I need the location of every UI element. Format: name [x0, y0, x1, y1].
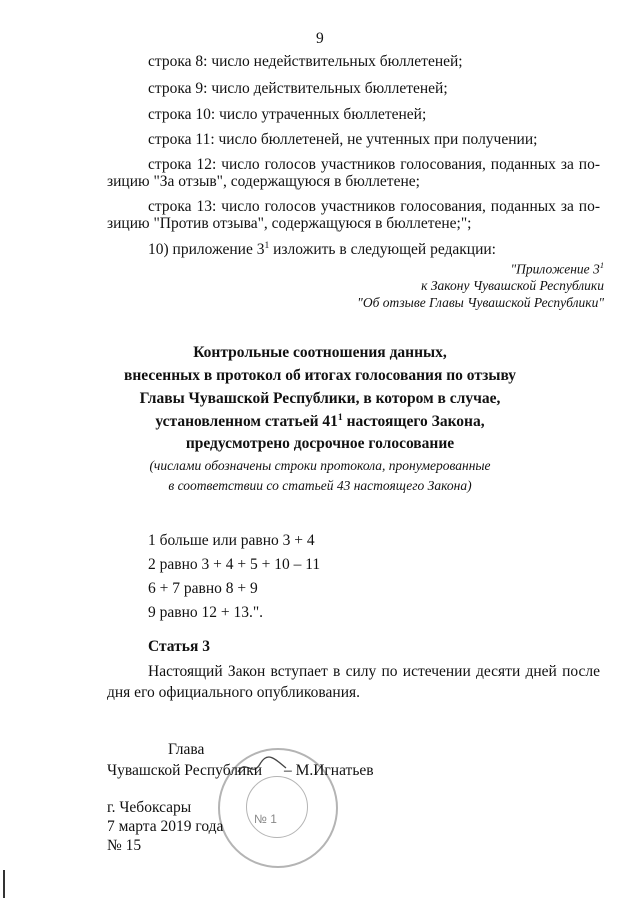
- signature-line: [107, 762, 374, 781]
- heading-line-4-after: настоящего Закона,: [342, 413, 485, 431]
- heading-note-2: в соответствии со статьей 43 настоящего Закона): [168, 478, 472, 493]
- appendix-instruction: [148, 240, 496, 260]
- appendix-label: [510, 261, 604, 278]
- relation-2: 2 равно 3 + 4 + 5 + 10 – 11: [148, 556, 321, 573]
- appendix-law-title: "Об отзыве Главы Чувашской Республики": [357, 295, 604, 310]
- appendix-label-main: "Приложение 3: [510, 261, 600, 277]
- signature-title-2: Чувашской Республики: [107, 762, 263, 779]
- footer-city: г. Чебоксары: [107, 799, 192, 816]
- footer-number: № 15: [107, 837, 142, 854]
- scan-edge-mark: [3, 870, 5, 898]
- appendix-law: к Закону Чувашской Республики: [421, 278, 604, 293]
- line-8: строка 8: число недействительных бюллетеней;: [148, 53, 463, 70]
- heading-note-1: (числами обозначены строки протокола, пронумерованные: [149, 458, 491, 473]
- heading-line-5: предусмотрено досрочное голосование: [185, 435, 455, 452]
- heading-line-1: Контрольные соотношения данных,: [193, 344, 447, 361]
- page-number: 9: [316, 30, 324, 47]
- heading-line-4-before: установленном статьей 41: [155, 413, 338, 431]
- footer-date: 7 марта 2019 года: [107, 818, 224, 835]
- line-12-first: строка 12: число голосов участников голосования, поданных за по-: [148, 156, 600, 173]
- article-paragraph-first: Настоящий Закон вступает в силу по истечении десяти дней после: [148, 663, 600, 680]
- signature-dash: –: [283, 762, 292, 779]
- signature-name: М.Игнатьев: [295, 762, 374, 779]
- heading-line-3: Главы Чувашской Республики, в котором в случае,: [139, 390, 501, 407]
- heading-line-4-sup: 1: [337, 412, 343, 423]
- official-seal-inner-ring: [246, 776, 308, 838]
- appendix-label-sup: 1: [599, 261, 604, 270]
- relation-3: 6 + 7 равно 8 + 9: [148, 580, 258, 597]
- relation-4: 9 равно 12 + 13.".: [148, 604, 264, 621]
- relation-1: 1 больше или равно 3 + 4: [148, 532, 315, 549]
- heading-line-2: внесенных в протокол об итогах голосования по отзыву: [123, 367, 517, 384]
- line-13-first: строка 13: число голосов участников голосования, поданных за по-: [148, 198, 600, 215]
- appendix-instruction-before: 10) приложение 3: [148, 241, 265, 259]
- article-title: Статья 3: [148, 638, 210, 655]
- appendix-instruction-sup: 1: [264, 240, 270, 251]
- seal-number: № 1: [254, 812, 277, 826]
- line-13-second: зицию "Против отзыва", содержащуюся в бюллетене;";: [107, 215, 472, 232]
- line-9: строка 9: число действительных бюллетеней;: [148, 80, 448, 97]
- appendix-instruction-after: изложить в следующей редакции:: [269, 241, 496, 259]
- line-10: строка 10: число утраченных бюллетеней;: [148, 106, 427, 123]
- signature-title-1: Глава: [168, 741, 205, 758]
- heading-line-4: [0, 412, 640, 431]
- line-12-second: зицию "За отзыв", содержащуюся в бюллетене;: [107, 173, 420, 190]
- article-paragraph-second: дня его официального опубликования.: [107, 684, 361, 701]
- line-11: строка 11: число бюллетеней, не учтенных при получении;: [148, 131, 538, 148]
